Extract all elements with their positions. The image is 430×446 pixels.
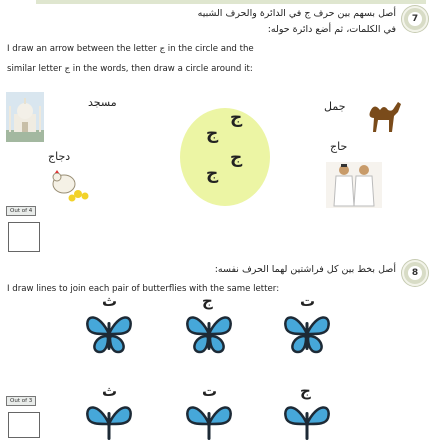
letter-circle xyxy=(180,108,270,206)
circle-letter-1: ج xyxy=(206,124,219,144)
top-divider xyxy=(36,0,426,4)
butterfly-icon xyxy=(282,402,332,446)
exercise-8-score-box[interactable] xyxy=(8,412,40,438)
circle-letter-2: ج xyxy=(230,108,243,128)
word-chicken: دجاج xyxy=(48,150,71,163)
exercise-7-out-of-label: Out of 4 xyxy=(6,206,36,216)
top-letter-2: ج xyxy=(202,292,213,310)
taj-mahal-picture xyxy=(6,92,44,142)
exercise-7-instruction-english-2: similar letter ج in the words, then draw a circle around it: xyxy=(7,64,253,74)
exercise-8-out-of-label: Out of 3 xyxy=(6,396,36,406)
camel-picture xyxy=(364,98,404,134)
exercise-7-instruction-arabic-1: أصل بسهم بين حرف ج في الدائرة والحرف الشبيه xyxy=(197,8,396,19)
butterfly-icon xyxy=(84,312,134,356)
chicken-picture xyxy=(48,168,92,204)
bottom-letter-1: ث xyxy=(102,382,118,400)
bottom-letter-3: ج xyxy=(300,382,311,400)
top-letter-3: ت xyxy=(300,292,316,310)
word-pilgrims: حاج xyxy=(330,140,348,153)
word-taj: مسجد xyxy=(88,96,117,109)
exercise-7-number: 7 xyxy=(408,12,422,26)
butterfly-icon xyxy=(184,312,234,356)
pilgrims-picture xyxy=(326,162,382,208)
exercise-8-instruction-english: I draw lines to join each pair of butterflies with the same letter: xyxy=(7,284,280,294)
exercise-7-instruction-arabic-2: في الكلمات، ثم أضع دائرة حوله: xyxy=(267,24,396,35)
exercise-8-instruction-arabic: أصل بخط بين كل فراشتين لهما الحرف نفسه: xyxy=(214,264,396,275)
butterfly-icon xyxy=(84,402,134,446)
exercise-7-number-badge xyxy=(402,6,428,32)
circle-letter-4: ج xyxy=(206,164,219,184)
top-letter-1: ث xyxy=(102,292,118,310)
bottom-letter-2: ت xyxy=(202,382,218,400)
exercise-7-instruction-english-1: I draw an arrow between the letter ج in the circle and the xyxy=(7,44,254,54)
butterfly-icon xyxy=(282,312,332,356)
circle-letter-3: ج xyxy=(230,148,243,168)
exercise-8-number-badge xyxy=(402,260,428,286)
exercise-8-number: 8 xyxy=(408,266,422,280)
butterfly-icon xyxy=(184,402,234,446)
word-camel: جمل xyxy=(324,100,346,113)
exercise-7-score-box[interactable] xyxy=(8,222,40,252)
